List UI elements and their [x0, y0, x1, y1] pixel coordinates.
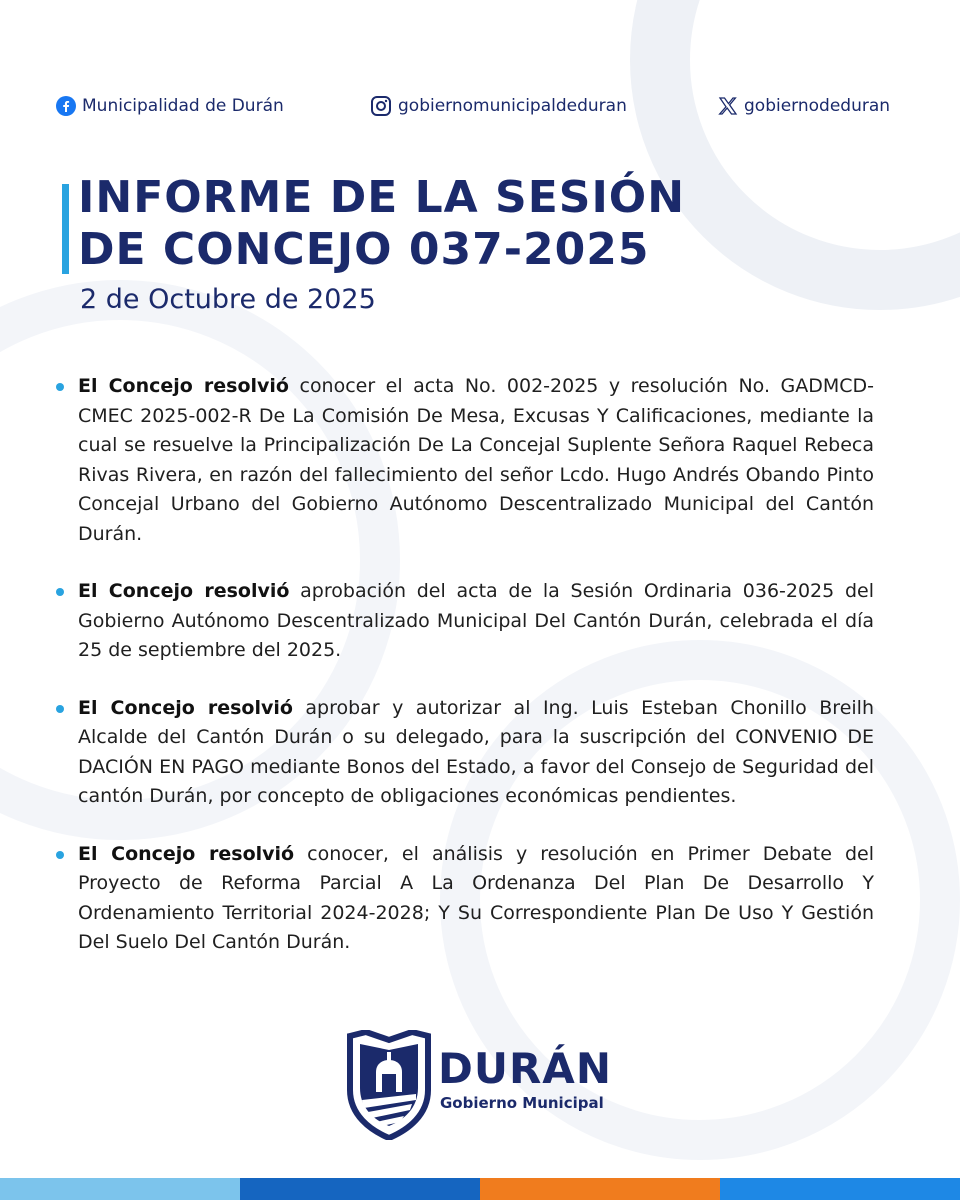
resolution-text: aprobación del acta de la Sesión Ordinaria 036-2025 del Gobierno Autónomo Descentralizado Municipal Del Cantón Durán, celebrada el día 25 de septiembre del 2025.	[78, 580, 874, 661]
facebook-label: Municipalidad de Durán	[82, 96, 284, 116]
instagram-icon	[370, 95, 392, 117]
social-instagram[interactable]	[370, 88, 627, 124]
bar-segment-blue	[240, 1178, 480, 1200]
duran-shield-logo	[346, 1030, 432, 1140]
page-title-line-1: INFORME DE LA SESIÓN	[78, 172, 686, 223]
resolutions-list	[56, 372, 874, 986]
resolution-lead: El Concejo resolvió	[78, 580, 290, 602]
page-title-line-2: DE CONCEJO 037-2025	[78, 224, 650, 275]
page-title	[78, 172, 685, 276]
bullet-icon	[56, 588, 64, 596]
logo-subtitle: Gobierno Municipal	[440, 1094, 604, 1112]
logo-name: DURÁN	[438, 1044, 612, 1093]
facebook-icon	[56, 96, 76, 116]
resolution-text: conocer, el análisis y resolución en Primer Debate del Proyecto de Reforma Parcial A La Ordenanza Del Plan De Desarrollo Y Ordenamiento Territorial 2024-2028; Y Su Correspondiente Plan De Uso Y Gestión Del Suelo Del Cantón Durán.	[78, 842, 874, 953]
bar-segment-orange	[480, 1178, 720, 1200]
bar-segment-bright-blue	[720, 1178, 960, 1200]
resolution-lead: El Concejo resolvió	[78, 696, 293, 719]
resolution-item	[56, 694, 874, 812]
resolution-lead: El Concejo resolvió	[78, 842, 295, 865]
social-facebook[interactable]	[56, 88, 284, 124]
resolution-text: aprobar y autorizar al Ing. Luis Esteban Chonillo Breilh Alcalde del Cantón Durán o su delegado, para la suscripción del CONVENIO DE DACIÓN EN PAGO mediante Bonos del Estado, a favor del Consejo de Seguridad del cantón Durán, por concepto de obligaciones económicas pendientes.	[78, 696, 874, 807]
bullet-icon	[56, 851, 64, 859]
x-icon	[718, 96, 738, 116]
resolution-lead: El Concejo resolvió	[78, 375, 289, 397]
bullet-icon	[56, 383, 64, 391]
social-x[interactable]	[718, 88, 890, 124]
resolution-item	[56, 372, 874, 549]
instagram-label: gobiernomunicipaldeduran	[398, 96, 627, 116]
social-bar	[0, 88, 960, 124]
bullet-icon	[56, 705, 64, 713]
x-label: gobiernodeduran	[744, 96, 891, 116]
resolution-item	[56, 577, 874, 666]
duran-logo	[346, 1030, 626, 1140]
session-date: 2 de Octubre de 2025	[80, 284, 376, 315]
title-accent-bar	[62, 184, 69, 274]
bottom-color-bar	[0, 1178, 960, 1200]
resolution-text: conocer el acta No. 002-2025 y resolución No. GADMCD-CMEC 2025-002-R De La Comisión De Mesa, Excusas Y Calificaciones, mediante la cual se resuelve la Principalización De La Concejal Suplente Señora Raquel Rebeca Rivas Rivera, en razón del fallecimiento del señor Lcdo. Hugo Andrés Obando Pinto Concejal Urbano del Gobierno Autónomo Descentralizado Municipal del Cantón Durán.	[78, 375, 875, 545]
resolution-item	[56, 840, 874, 958]
bar-segment-light-blue	[0, 1178, 240, 1200]
